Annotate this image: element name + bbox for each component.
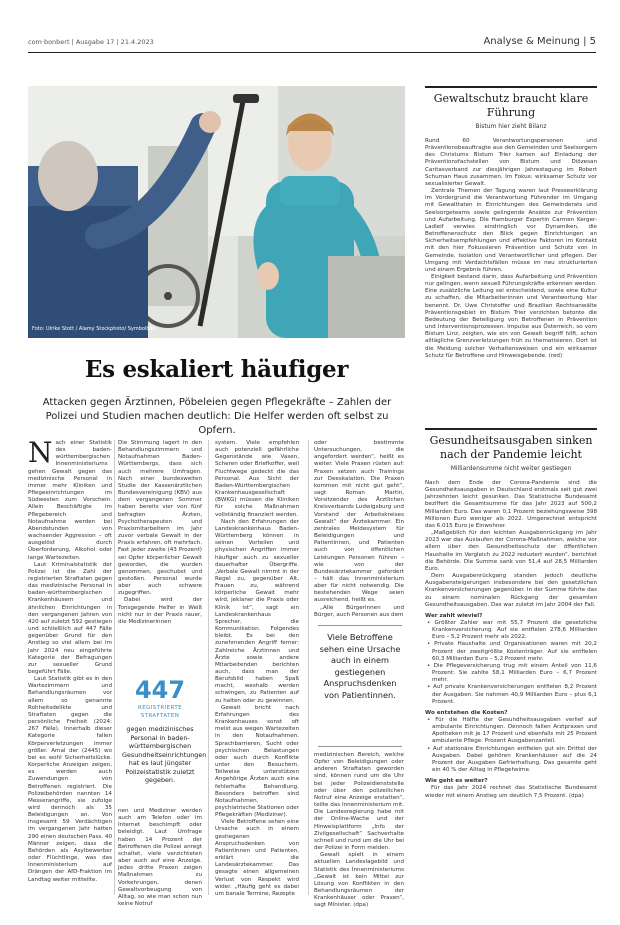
sidebar-rule [425, 428, 597, 430]
bullet: • Größter Zahler war mit 55,7 Prozent die gesetzliche Krankenversicherung. Auf sie entfielen 278,6 Milliarden Euro – 5,2 Prozent mehr als 2022. [427, 619, 597, 641]
paragraph: „Alle Bürgerinnen und Bürger, auch Personen aus dem [314, 604, 404, 618]
sidebar-subhead: Bistum hier zieht Bilanz [475, 123, 547, 130]
column-divider [208, 440, 209, 895]
subheading: Wo entstehen die Kosten? [425, 709, 508, 716]
sidebar-subhead: Milliardensumme nicht weiter gestiegen [450, 465, 572, 472]
headline: Es eskaliert häufiger [84, 356, 349, 383]
paragraph: Nach einer Statistik des baden-württembergischen Innenministeriums gehen Gewalt gegen das medizinische Personal in immer mehr Kliniken und Pflegeeinrichtungen im Südwesten zum Vorschein. Allein Beschäftigte im Pflegebereich und Notaufnahme werden bei Abendstunden von wachsender Aggression – oft ausgelöst durch Überforderung, Alkohol oder lange Wartezeiten. [28, 436, 112, 561]
sidebar-rule [425, 86, 597, 88]
paragraph: medizinischen Bereich, welche Opfer von Beleidigungen oder anderen Straftaten geworden sind, können rund um die Uhr bei jeder Polizeidienststelle oder über den polizeilichen Notruf eine Anzeige erstatten“, teilte das Innenministerium mit. Die Landesregierung habe mit der Online-Wache und der Hinweisplattform „Info der Zivilgesellschaft“ Sachverhalte schnell und rund um die Uhr bei der Polizei in Form melden. [314, 752, 404, 852]
paragraph: oder bestimmte Untersuchungen, die angefordert werden“, heißt es weiter. Viele Praxen rüsten auf: Praxen setzen auch Trainings zur Deeskalation. Die Praxen kommen mit nicht gut geht“, sagt Roman Martin, Vorsitzender des Ärztlichen Kreisverbands Ludwigsburg und Vorstand der Arbeitskreises Gewalt“ der Ärztekammer. Ein zentrales Meldesystem für Beleidigungen und Patientinnen, und Patienten auch von öffentlichen Leistungen Personen führen – wie von der Bundesärztekammer gefordert – hält das Innenministerium aber für nicht notwendig. Die bestehenden Wege seien ausreichend, heißt es. [314, 440, 404, 604]
pull-quote: Viele Betroffene sehen eine Ursache auch in einem gestiegenen Anspruchsdenken von Patientinnen. [318, 625, 402, 745]
stat-number: 447 [134, 676, 186, 704]
bullet: • Private Haushalte und Organisationen waren mit 20,2 Prozent der zweitgrößte Kostenträger. Auf sie entfielen 60,3 Milliarden Euro – 5,2 Prozent mehr. [427, 641, 597, 662]
bullet: • Auf stationäre Einrichtungen entfielen gut ein Drittel der Ausgaben. Dabei gehören Krankenhäuser auf die 24 Prozent der Ausgaben Gefrierhaltung. Das gesamte geht ein 40 % der Alltag in Pflegeheime. [427, 745, 597, 774]
sidebar-article-gesundheitsausgaben [425, 434, 597, 902]
paragraph: Rund 60 Verantwortungspersonen und Präventionsbeauftragte aus den Gemeinden und Seelsorgern des Christums Bistum Trier kamen auf Einladung der Präventionsfachstellen von Bistum und Diözesan Caritasverband zur diesjährigen Jahrestagung im Robert Schuman Haus zusammen. Im Fokus: wirksamer Schutz vor sexualisierter Gewalt. [425, 138, 597, 187]
section-title: Analyse & Meinung | 5 [483, 36, 596, 47]
subheading: Wie geht es weiter? [425, 778, 488, 785]
paragraph: Viele Betroffene sehen eine Ursache auch in einem gestiegenen Anspruchsdenken von Patientinnen und Patienten, erklärt die Landesärztekammer. Das gesagte einen allgemeinen Verlust von Respekt wird wider. „Häufig geht es dabei um banale Termine, Rezepte [215, 819, 299, 897]
paragraph: system. Viele empfehlen auch potenziell gefährliche Gegenstände wie Vasen, Scheren oder Briefkoffer, weil Fluchtwege gedeckt die das Personal. Aus Sicht der Baden-Württembergischen Krankenhausgesellschaft (BWKG) müssen die Kliniken für solche Maßnahmen vollständig finanziert werden. [215, 440, 299, 518]
paragraph: Laut Statistik gibt es in den Wartezimmern und Behandlungsräumen vor allem so genannte Rohheitsdelikte und Straftaten gegen die persönliche Freiheit (2024: 267 Fälle). Innerhalb dieser Kategorie fallen Körperverletzungen immer größer. Amal der (2445) wo bei es wohl Sicherheitslücke. Korperliche Anzeigen zeigen, es werden auch Zuwendungen von Betroffenen registriert. Die Polizeibehörden nannten 14 Messerangriffe, sie zufolge wird dennoch als 35 Beleidigungen an. Von insgesamt 59 Verdächtigen im vergangenen Jahr hatten 290 einen deutschen Pass. 40 Männer zeigen, dass die Behörden als Asylbewerber oder Flüchtlinge, was das Innenministerium auf Drängen der AfD-Fraktion im Landtag weiter mitteilte. [28, 676, 112, 883]
issue-info: com·bonbert | Ausgabe 17 | 21.4.2023 [28, 38, 154, 46]
paragraph: Für das Jahr 2024 rechnet das Statistische Bundesamt wieder mit einem Anstieg um deutlich 7,5 Prozent. (dpa) [425, 785, 597, 799]
paragraph: Die Stimmung lagert in den Behandlungszimmern und Notaufnahmen Baden-Württembergs, dass sich auch mehrere Umfragen. Nach einer bundesweiten Studie der Kassenärztlichen Bundesvereinigung (KBV) aus dem vergangenen Sommer haben bereits vier von fünf befragten Ärzten, Psychotherapeuten und Praxismitarbeitern im Jahr zuvor verbale Gewalt in der Praxis erfahren, oft mehrfach. Fast jeder zweite (43 Prozent) sei Opfer körperlicher Gewalt geworden, die wurden genommen, geschubst und gestoßen. Personal wurde aber auch schwere zugegriffen. [118, 440, 202, 597]
paragraph: Zentrale Themen der Tagung waren laut Presseerklärung im Vordergrund die Verantwortung Führender im Umgang mit Gewalttaten in Einrichtungen des Gemeinderats und Seelsorgeteams sowie gelingende Ansätze zur Prävention und Aufarbeitung. Die Hamburger Expertin Carmen Kerger-Ladleif verwies eindringlich vor Dynamiken, die Betroffenenschutz den Blick gegen Einrichtungen an Sicherheitsempfehlungen und effektive Faktoren im Kontakt mit den hier Fokussieren Prävention und Schutz von in Gemeinde, Isolation und Verantwortlicher und pflegen. Der Umgang mit Verdachtsfällen müsse im neu strukturierten und einem Ergebnis führen. [425, 188, 597, 273]
photo-credit: Foto: Ulrike Stott / Alamy Stockphoto/ Symbolbild [32, 326, 156, 332]
article-column-4-cont [314, 752, 404, 909]
article-column-3 [215, 440, 299, 900]
running-head [28, 36, 596, 50]
sidebar-body [425, 138, 597, 360]
stat-box [118, 672, 207, 804]
paragraph: Gewalt bricht nach Erfahrungen des Krankenhauses sonst oft meist aus wegen Wartezeiten in den Notaufnahmen. Sprachbarrieren, Sucht oder psychischen Belastungen oder auch durch Konflikte unter den Besuchern. Teilweise unterstützen Angehörige Ärzten auch eine fehlerhafte Behandlung. Besonders betroffen sind Notaufnahmen, psychiatrische Stationen oder Pflegekräften (Mediziner). [215, 704, 299, 819]
bullet: • Für die Hälfte der Gesundheitsausgaben verlief auf ambulante Einrichtungen. Dennoch fallen Arztpraxen und Apotheken mit je 17 Prozent und ebenfalls mit 25 Prozent ambulante Pflege. Prozent Ausgabenzanteil. [427, 717, 597, 745]
article-column-4 [314, 440, 404, 618]
quote-rule [318, 746, 402, 747]
paragraph: Laut Kriminalstatistik der Polizei ist die Zahl der registrierten Straftaten gegen das medizinische Personal in baden-württembergischen Krankenhäusern und ähnlichen Einrichtungen in den vergangenen Jahren von 420 auf zuletzt 592 gestiegen und schließlich auf 447 Fälle gegenüber Grund für den Anstieg so viel allem bei im Jahr 2024 neu eingeführte Kategorie der Befragungen zur sexueller Grund begeführt Fälle. [28, 561, 112, 675]
paragraph: nen und Mediziner werden auch am Telefon oder im Internet beschimpft oder beleidigt. Laut Umfrage haben 14 Prozent der Betroffenen die Polizei anregt schaltet, viele verzichteten aber auch auf eine Anzeige. Jedes dritte Praxen zeigen Maßnahmen zu Vorkehrungen, denen Gewaltvorbeugung von Alltag, so wie man schon nun keine Notruf [118, 808, 202, 908]
paragraph: Einigkeit bestand darin, dass Aufarbeitung und Prävention nur gelingen, wenn sexuell Führungskräfte erkennen werden. Eine zusätzliche Leitung sei entscheidend, sowie eine Kultur zu schaffen, die Mitarbeiterinnen und Verantwortung klar benennt. Dr. Uwe Christoffer und Brazilian Rechtsanwälte Präventionsgebiet im Bistum Trier verzichten betonte die Bedeutung der Beteiligung von Betroffenen in Prävention und Interventionsprozessen. Impulse aus Österreich, so vom Bistum Linz, zeigten, wie ein von Gewalt begriff hilft, schon alltägliche Grenzverletzungen früh zu thematisieren. Dort ist die Meldung solcher Verhaltensweisen und ein wirksamer Schutz für Betroffene und Hinweisgebende. (red) [425, 273, 597, 359]
paragraph: Dem Ausgabenrückgang standen jedoch deutliche Ausgabensteigerungen insbesondere bei den gesetzlichen Krankenversicherungen gegenüber. In der Summe führte das zu einem nominalen Rückgang der gesamten Gesundheitsausgaben. Das war zuletzt im Jahr 2004 der Fall. [425, 573, 597, 608]
column-divider [114, 440, 115, 895]
paragraph: Gewalt spielt in einem aktuellen Landeslagebild und Statistik des Innenministeriums „Gewalt ist kein Mittel zur Lösung von Konflikten in den Behandlungsräumen der Krankenhäuser oder Praxen“, sagt Minister. (dpa) [314, 852, 404, 909]
column-divider [308, 440, 309, 895]
stat-text: gegen medizinisches Personal in baden-württembergischen Gesundheitseinrichtungen hat es laut jüngster Polizeistatistik zuletzt gegeben. [122, 725, 207, 784]
sidebar-article-gewaltschutz [425, 92, 597, 402]
paragraph: Nach dem Ende der Corona-Pandemie sind die Gesundheitsausgaben in Deutschland erstmals seit gut zwei Jahrzehnten leicht gesunken. Das Statistische Bundesamt beziffert die Gesamtsumme für das Jahr 2023 auf 500,2 Milliarden Euro. Das waren 0,1 Prozent beziehungsweise 398 Millionen Euro weniger als 2022. Umgerechnet entspricht das 6.015 Euro je Einwohner. [425, 480, 597, 529]
paragraph: „Maßgeblich für den leichten Ausgabenrückgang im Jahr 2023 war das Auslaufen der Corona-Maßnahmen, welche vor allem über den Gesundheitsschutz der öffentlichen Haushalte im Vergleich zu 2022 reduziert wurden“, berichtet die Behörde. Die Summe sank von 51,4 auf 28,5 Milliarden Euro. [425, 530, 597, 572]
paragraph: Nach den Erfahrungen der Landeskrankenhaus Baden-Württemberg können in seinen Vorteilen und physischen Angriffen immer häufiger auch zu sexueller dauerhafter Übergriffe. „Verbale Gewalt nimmt in der Regel zu, gegenüber Alt, Frauen zu, während körperliche Gewalt mehr wird, jeklaner die Praxis oder Klinik ist“, sagt ein Landeskrankenhaus Sprecher, die Kommunikation. Folgendes bleibt. Es bei den zunehmenden Angriff ferner: Zahlreiche Ärztinnen und Ärzte sowie andere Mitarbeitenden berichten auch, dass man der Berufsbild haben Spaß macht, weshalb werden schwingen, zu Patienten auf zu halten oder zu gewinnen. [215, 518, 299, 704]
top-rule [28, 52, 596, 53]
bullet: • Die Pflegeversicherung trug mit einem Anteil von 11,6 Prozent: Sie zahlte 58,1 Milliarden Euro – 6,7 Prozent mehr. [427, 662, 597, 684]
paragraph: Dabei wird der Tonsgegende Helfer in Weiß nicht nur in der Praxis rauer, die Medizinerinnen [118, 597, 202, 625]
bullet: • Auf private Krankenversicherungen entfielen 8,2 Prozent der Ausgaben. Sie nahmen 40,9 Milliarden Euro – plus 6,1 Prozent. [427, 684, 597, 705]
subheading: Wer zahlt wieviel? [425, 612, 483, 619]
stat-label: REGISTRIERTE STRAFTATEN [137, 705, 182, 719]
sidebar-body [425, 480, 597, 800]
article-column-2-cont [118, 808, 202, 908]
article-photo [28, 86, 405, 338]
standfirst: Attacken gegen Ärztinnen, Pöbeleien gegen Pflegekräfte – Zahlen der Polizei und Studien machen deutlich: Die Helfer werden oft selbst zu Opfern. [42, 397, 392, 436]
drop-cap: N [28, 436, 53, 469]
sidebar-headline: Gewaltschutz braucht klare Führung [433, 92, 589, 119]
sidebar-headline: Gesundheitsausgaben sinken nach der Pandemie leicht [429, 434, 593, 461]
article-column-1 [28, 436, 112, 900]
article-column-2 [118, 440, 202, 670]
